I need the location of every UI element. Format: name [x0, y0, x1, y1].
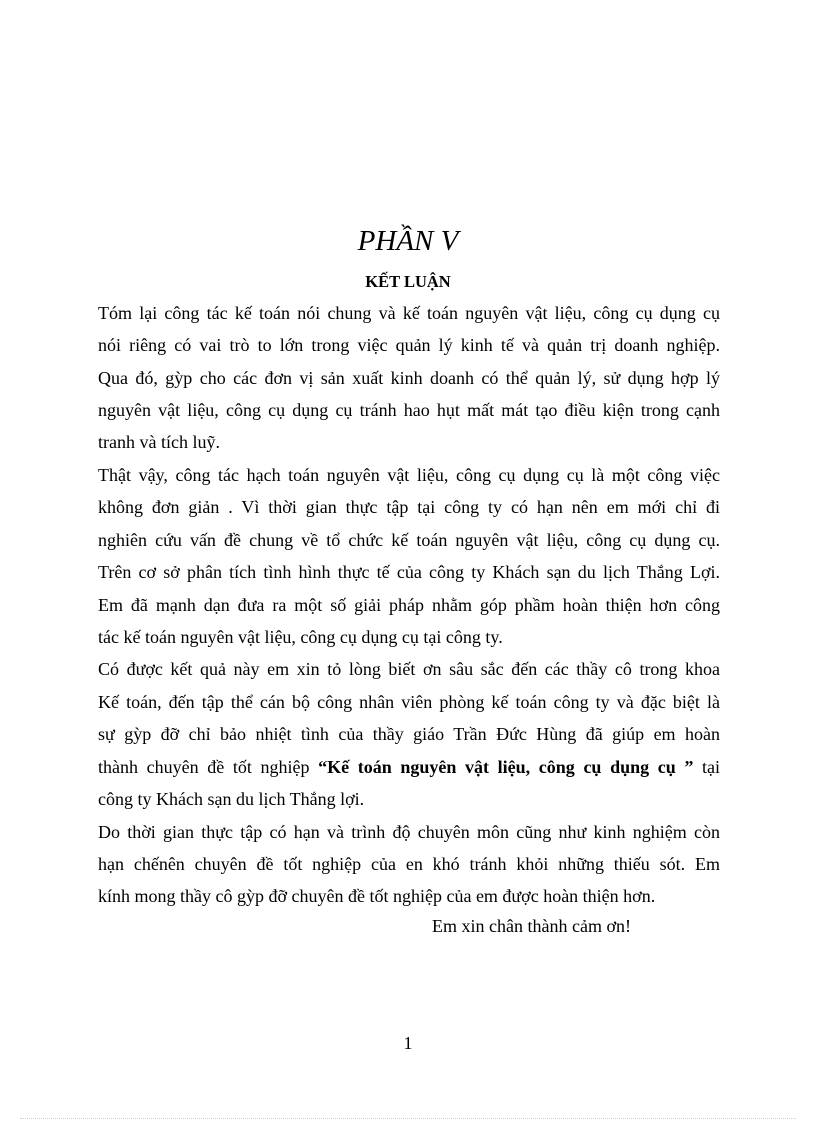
paragraph-3-line-2: Kế toán, đến tập thể cán bộ công nhân viên phòng kế toán công ty và đặc biệt là	[98, 692, 720, 712]
paragraph-4-line-2: hạn chếnên chuyên đề tốt nghiệp của en khó tránh khỏi những thiếu sót. Em	[98, 854, 720, 874]
paragraph-2-line-3: nghiên cứu vấn đề chung về tổ chức kế toán nguyên vật liệu, công cụ dụng cụ.	[98, 530, 720, 550]
section-heading: KẾT LUẬN	[365, 272, 451, 291]
closing-thanks: Em xin chân thành cảm ơn!	[432, 916, 631, 936]
paragraph-4-line-3: kính mong thầy cô gỳp đỡ chuyên đề tốt nghiệp của em được hoàn thiện hơn.	[98, 886, 656, 906]
paragraph-3-line-3: sự gỳp đỡ chỉ bảo nhiệt tình của thầy giáo Trần Đức Hùng đã giúp em hoàn	[98, 724, 720, 744]
paragraph-1-line-1: Tóm lại công tác kế toán nói chung và kế toán nguyên vật liệu, công cụ dụng cụ	[98, 303, 720, 323]
paragraph-2-line-2: không đơn giản . Vì thời gian thực tập tại công ty có hạn nên em mới chỉ đi	[98, 497, 720, 517]
paragraph-1-line-2: nói riêng có vai trò to lớn trong việc quản lý kinh tế và quản trị doanh nghiệp.	[98, 335, 720, 355]
paragraph-3-line-4	[98, 751, 720, 783]
page-number: 1	[403, 1033, 413, 1053]
paragraph-3-line-4-prefix: thành chuyên đề tốt nghiệp	[98, 757, 319, 777]
paragraph-4-line-1: Do thời gian thực tập có hạn và trình độ chuyên môn cũng như kinh nghiệm còn	[98, 822, 720, 842]
paragraph-3-line-4-suffix: tại	[693, 757, 720, 777]
paragraph-1-line-3: Qua đó, gỳp cho các đơn vị sản xuất kinh doanh có thể quản lý, sử dụng hợp lý	[98, 368, 720, 388]
paragraph-1-line-5: tranh và tích luỹ.	[98, 432, 220, 452]
paragraph-3-line-5: công ty Khách sạn du lịch Thắng lợi.	[98, 789, 365, 809]
paragraph-2-line-5: Em đã mạnh dạn đưa ra một số giải pháp nhằm góp phầm hoàn thiện hơn công	[98, 595, 720, 615]
paragraph-1-line-4: nguyên vật liệu, công cụ dụng cụ tránh hao hụt mất mát tạo điều kiện trong cạnh	[98, 400, 720, 420]
thesis-title: “Kế toán nguyên vật liệu, công cụ dụng cụ ”	[318, 757, 694, 777]
paragraph-3-line-1: Có được kết quả này em xin tỏ lòng biết ơn sâu sắc đến các thầy cô trong khoa	[98, 659, 720, 679]
paragraph-2-line-1: Thật vậy, công tác hạch toán nguyên vật liệu, công cụ dụng cụ là một công việc	[98, 465, 720, 485]
page-bottom-border	[20, 1118, 796, 1119]
paragraph-2-line-4: Trên cơ sở phân tích tình hình thực tế của công ty Khách sạn du lịch Thắng Lợi.	[98, 562, 720, 582]
page-title: PHẦN V	[357, 225, 459, 257]
paragraph-2-line-6: tác kế toán nguyên vật liệu, công cụ dụng cụ tại công ty.	[98, 627, 503, 647]
